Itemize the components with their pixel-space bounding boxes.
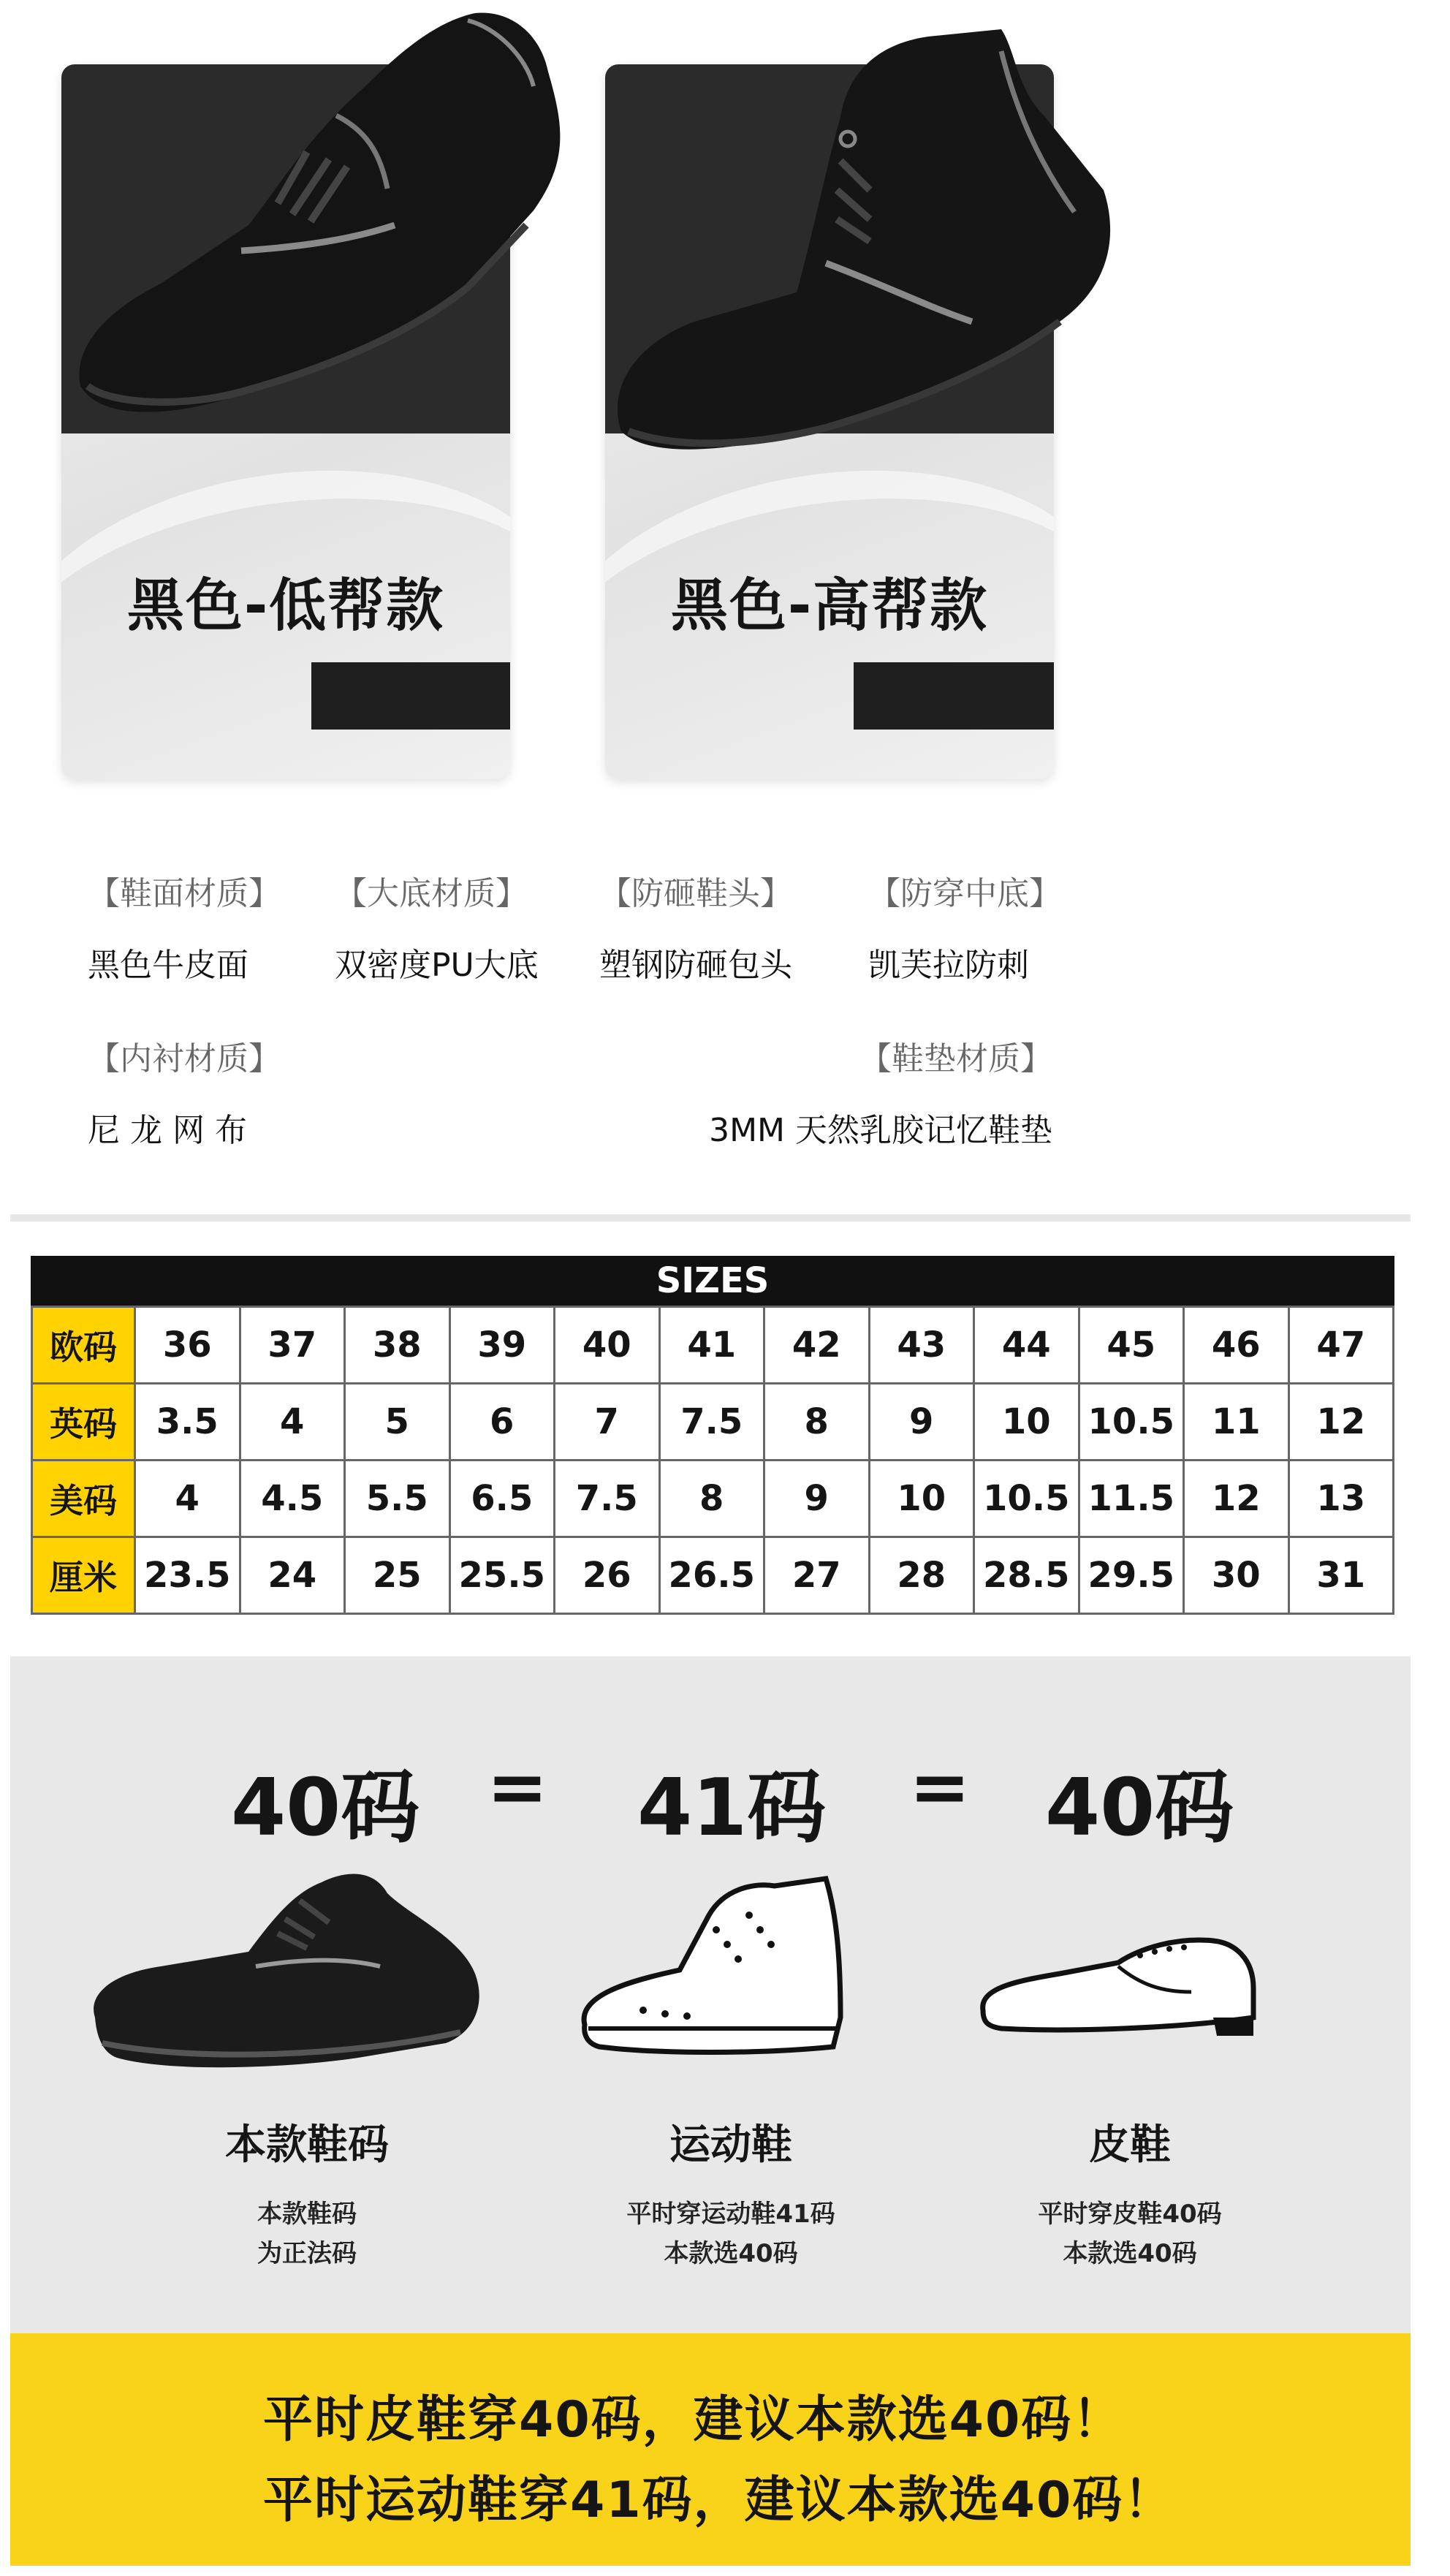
spec-label: 【防穿中底】 xyxy=(868,875,1061,912)
advice-line-sneaker: 平时运动鞋穿41码，建议本款选40码！ xyxy=(263,2471,1175,2529)
low-top-safety-shoe-image xyxy=(58,6,570,444)
size-cell: 8 xyxy=(764,1384,870,1461)
spec-value: 尼 龙 网 布 xyxy=(88,1112,247,1149)
spec-insole-material xyxy=(672,1032,1052,1151)
size-cell: 26.5 xyxy=(659,1537,764,1614)
fit-title-leather: 皮鞋 xyxy=(1089,2121,1171,2169)
leather-shoe-icon xyxy=(972,1922,1264,2054)
size-cell: 23.5 xyxy=(135,1537,240,1614)
size-cell: 12 xyxy=(1184,1461,1289,1537)
spec-value: 3MM 天然乳胶记忆鞋垫 xyxy=(709,1112,1052,1149)
card-accent-bar xyxy=(311,662,510,730)
size-cell: 44 xyxy=(974,1307,1079,1384)
size-cell: 43 xyxy=(869,1307,974,1384)
note-line: 本款选40码 xyxy=(664,2239,798,2268)
size-cell: 5.5 xyxy=(345,1461,450,1537)
size-cell: 10 xyxy=(869,1461,974,1537)
fit-title-sneaker: 运动鞋 xyxy=(669,2121,792,2169)
note-line: 为正法码 xyxy=(257,2239,357,2268)
spec-midsole xyxy=(868,867,1061,985)
size-cell: 36 xyxy=(135,1307,240,1384)
size-cell: 12 xyxy=(1288,1384,1394,1461)
size-cell: 25 xyxy=(345,1537,450,1614)
size-cell: 4.5 xyxy=(240,1461,345,1537)
product-title: 黑色-高帮款 xyxy=(670,573,989,639)
spec-label: 【内衬材质】 xyxy=(88,1040,281,1077)
high-top-safety-boot-image xyxy=(607,22,1133,461)
spec-label: 【大底材质】 xyxy=(335,875,528,912)
section-divider xyxy=(10,1214,1411,1221)
size-row xyxy=(32,1307,1394,1384)
sneaker-icon xyxy=(570,1871,862,2069)
size-cell: 37 xyxy=(240,1307,345,1384)
size-cell: 38 xyxy=(345,1307,450,1384)
size-cell: 24 xyxy=(240,1537,345,1614)
fit-note-this-model xyxy=(153,2194,460,2273)
size-row xyxy=(32,1461,1394,1537)
size-cell: 25.5 xyxy=(449,1537,555,1614)
fit-title-this-model: 本款鞋码 xyxy=(225,2121,389,2169)
size-table-header: SIZES xyxy=(31,1256,1394,1306)
size-cell: 11.5 xyxy=(1079,1461,1184,1537)
note-line: 平时穿皮鞋40码 xyxy=(1038,2200,1222,2229)
note-line: 本款鞋码 xyxy=(257,2200,357,2229)
size-cell: 29.5 xyxy=(1079,1537,1184,1614)
spec-lining-material xyxy=(88,1032,281,1151)
size-cell: 6 xyxy=(449,1384,555,1461)
size-cell: 47 xyxy=(1288,1307,1394,1384)
spec-upper-material xyxy=(88,867,281,985)
equals-sign: = xyxy=(909,1744,971,1830)
size-cell: 31 xyxy=(1288,1537,1394,1614)
equals-sign: = xyxy=(487,1744,548,1830)
spec-label: 【防砸鞋头】 xyxy=(599,875,792,912)
size-cell: 10.5 xyxy=(1079,1384,1184,1461)
size-cell: 7.5 xyxy=(555,1461,660,1537)
note-line: 平时穿运动鞋41码 xyxy=(626,2200,835,2229)
size-cell: 6.5 xyxy=(449,1461,555,1537)
note-line: 本款选40码 xyxy=(1063,2239,1197,2268)
spec-value: 双密度PU大底 xyxy=(335,947,539,984)
size-cell: 10.5 xyxy=(974,1461,1079,1537)
advice-line-leather: 平时皮鞋穿40码，建议本款选40码！ xyxy=(263,2391,1124,2449)
size-cell: 42 xyxy=(764,1307,870,1384)
size-cell: 26 xyxy=(555,1537,660,1614)
size-cell: 30 xyxy=(1184,1537,1289,1614)
card-accent-bar xyxy=(854,662,1054,730)
size-cell: 41 xyxy=(659,1307,764,1384)
size-cell: 10 xyxy=(974,1384,1079,1461)
size-cell: 9 xyxy=(764,1461,870,1537)
size-cell: 5 xyxy=(345,1384,450,1461)
size-system-label: 欧码 xyxy=(32,1307,135,1384)
size-cell: 40 xyxy=(555,1307,660,1384)
size-system-label: 英码 xyxy=(32,1384,135,1461)
size-cell: 4 xyxy=(240,1384,345,1461)
size-cell: 8 xyxy=(659,1461,764,1537)
size-system-label: 厘米 xyxy=(32,1537,135,1614)
spec-value: 黑色牛皮面 xyxy=(88,947,248,984)
fit-note-leather xyxy=(976,2194,1283,2273)
size-cell: 13 xyxy=(1288,1461,1394,1537)
size-cell: 7.5 xyxy=(659,1384,764,1461)
spec-value: 塑钢防砸包头 xyxy=(599,947,792,984)
spec-value: 凯芙拉防刺 xyxy=(868,947,1029,984)
size-row xyxy=(32,1537,1394,1614)
size-cell: 11 xyxy=(1184,1384,1289,1461)
fit-note-sneaker xyxy=(577,2194,884,2273)
safety-shoe-icon xyxy=(80,1849,490,2083)
size-cell: 9 xyxy=(869,1384,974,1461)
size-cell: 46 xyxy=(1184,1307,1289,1384)
size-cell: 39 xyxy=(449,1307,555,1384)
size-table xyxy=(31,1306,1394,1615)
size-cell: 28 xyxy=(869,1537,974,1614)
size-this-model: 40码 xyxy=(231,1762,420,1854)
size-cell: 3.5 xyxy=(135,1384,240,1461)
spec-label: 【鞋面材质】 xyxy=(88,875,281,912)
product-title: 黑色-低帮款 xyxy=(126,573,445,639)
size-cell: 4 xyxy=(135,1461,240,1537)
size-sneaker: 41码 xyxy=(637,1762,827,1854)
size-cell: 7 xyxy=(555,1384,660,1461)
spec-label: 【鞋垫材质】 xyxy=(859,1040,1052,1077)
size-cell: 28.5 xyxy=(974,1537,1079,1614)
size-cell: 45 xyxy=(1079,1307,1184,1384)
size-system-label: 美码 xyxy=(32,1461,135,1537)
size-leather-shoe: 40码 xyxy=(1045,1762,1234,1854)
size-cell: 27 xyxy=(764,1537,870,1614)
spec-toe-cap xyxy=(599,867,792,985)
spec-outsole-material xyxy=(335,867,539,985)
size-row xyxy=(32,1384,1394,1461)
